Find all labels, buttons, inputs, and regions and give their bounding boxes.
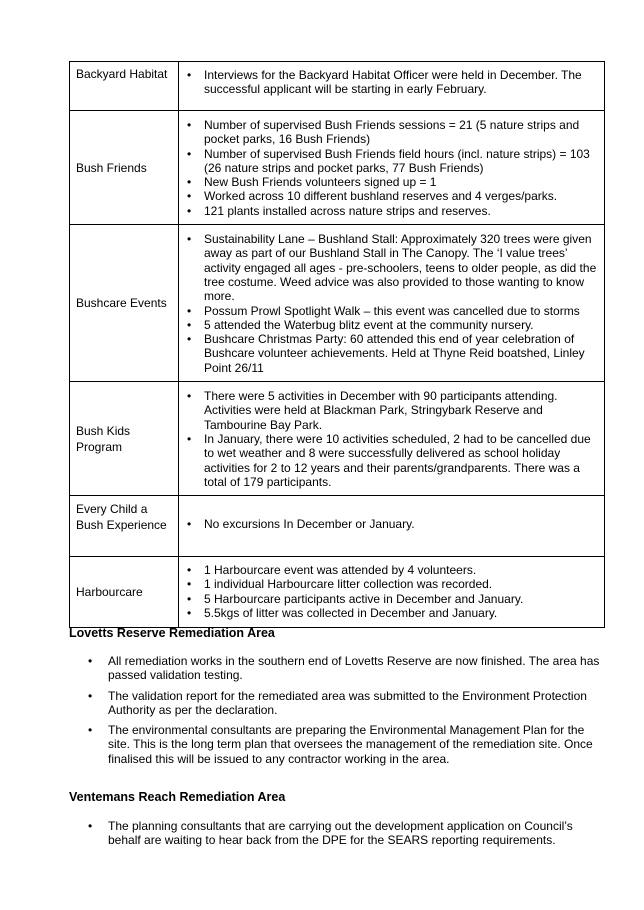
list-item: • 121 plants installed across nature strips and reserves. xyxy=(183,204,598,218)
table-row xyxy=(70,62,605,111)
row-label: Backyard Habitat xyxy=(70,62,179,111)
row-content xyxy=(179,111,605,225)
list-item: • Sustainability Lane – Bushland Stall: Approximately 320 trees were given away as part of our Bushland Stall in The Canopy. The ‘I value trees’ activity engaged all ages - pre-schoolers, teens to older people, as did the tree costume. Weed advice was also provided to those wanting to know more. xyxy=(183,232,598,303)
list-item: • The validation report for the remediated area was submitted to the Environment Protection Authority as per the declaration. xyxy=(86,689,608,718)
list-item: • In January, there were 10 activities scheduled, 2 had to be cancelled due to wet weather and 8 were successfully delivered as school holiday activities for 2 to 12 years and their parents/grandparents. There was a total of 179 participants. xyxy=(183,432,598,489)
list-item: • No excursions In December or January. xyxy=(183,517,598,531)
list-item: • 1 individual Harbourcare litter collection was recorded. xyxy=(183,577,598,591)
list-item: • Worked across 10 different bushland reserves and 4 verges/parks. xyxy=(183,189,598,203)
row-content xyxy=(179,496,605,557)
list-item: • 1 Harbourcare event was attended by 4 volunteers. xyxy=(183,563,598,577)
list-item: • Possum Prowl Spotlight Walk – this event was cancelled due to storms xyxy=(183,304,598,318)
lovetts-list xyxy=(86,654,608,772)
row-content xyxy=(179,225,605,382)
table-row xyxy=(70,382,605,496)
ventemans-list xyxy=(86,819,608,854)
row-label: Bushcare Events xyxy=(70,225,179,382)
row-content xyxy=(179,382,605,496)
table-row xyxy=(70,225,605,382)
list-item: • The environmental consultants are preparing the Environmental Management Plan for the site. This is the long term plan that oversees the management of the remediation site. Once finalised this will be issued to any contractor working in the area. xyxy=(86,723,608,766)
row-content xyxy=(179,62,605,111)
lovetts-heading: Lovetts Reserve Remediation Area xyxy=(69,626,275,640)
list-item: • 5 Harbourcare participants active in December and January. xyxy=(183,592,598,606)
ventemans-heading: Ventemans Reach Remediation Area xyxy=(69,790,286,804)
list-item: • New Bush Friends volunteers signed up = 1 xyxy=(183,175,598,189)
list-item: • There were 5 activities in December with 90 participants attending. Activities were held at Blackman Park, Stringybark Reserve and Tambourine Bay Park. xyxy=(183,389,598,432)
row-label: Bush Friends xyxy=(70,111,179,225)
ventemans-item-text: The planning consultants that are carrying out the development application on Council’s behalf are waiting to hear back from the DPE for the SEARS reporting requirements. xyxy=(108,819,573,848)
table-row xyxy=(70,557,605,628)
row-label: Every Child a Bush Experience xyxy=(70,496,179,557)
list-item: • 5 attended the Waterbug blitz event at the community nursery. xyxy=(183,318,598,332)
row-label: Bush Kids Program xyxy=(70,382,179,496)
row-content xyxy=(179,557,605,628)
table-row xyxy=(70,111,605,225)
list-item: • Number of supervised Bush Friends sessions = 21 (5 nature strips and pocket parks, 16 Bush Friends) xyxy=(183,118,598,147)
row-label: Harbourcare xyxy=(70,557,179,628)
list-item: • Interviews for the Backyard Habitat Officer were held in December. The successful applicant will be starting in early February. xyxy=(183,68,598,97)
list-item: • Number of supervised Bush Friends field hours (incl. nature strips) = 103 (26 nature strips and pocket parks, 77 Bush Friends) xyxy=(183,147,598,176)
list-item: • Bushcare Christmas Party: 60 attended this end of year celebration of Bushcare volunteer achievements. Held at Thyne Reid boatshed, Linley Point 26/11 xyxy=(183,332,598,375)
table-row xyxy=(70,496,605,557)
list-item xyxy=(86,819,608,848)
list-item: • All remediation works in the southern end of Lovetts Reserve are now finished. The area has passed validation testing. xyxy=(86,654,608,683)
programs-table xyxy=(69,61,605,628)
list-item: • 5.5kgs of litter was collected in December and January. xyxy=(183,606,598,620)
